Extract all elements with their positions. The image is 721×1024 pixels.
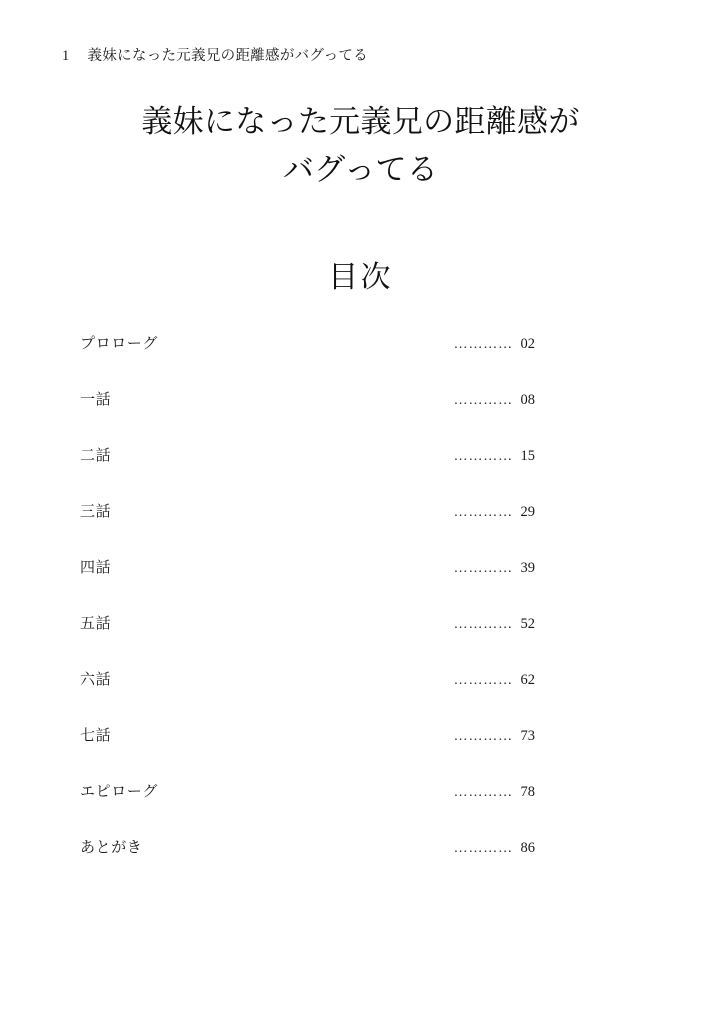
toc-entry-page-number: 08 (520, 392, 535, 408)
book-title (0, 98, 721, 194)
toc-entry-label: 七話 (80, 728, 112, 744)
toc-entry-label: 三話 (80, 504, 112, 520)
toc-entry-label: 二話 (80, 448, 112, 464)
toc-entry[interactable] (80, 724, 535, 780)
page-folio-number: 1 (62, 48, 70, 64)
toc-entry-leader: ………… (453, 561, 513, 576)
toc-entry[interactable] (80, 836, 535, 892)
toc-entry[interactable] (80, 556, 535, 612)
toc-entry-label: 一話 (80, 392, 112, 408)
toc-entry-page-number: 73 (520, 728, 535, 744)
book-title-line-2: バグってる (282, 152, 439, 188)
toc-entry-label: 五話 (80, 616, 112, 632)
toc-entry-label: プロローグ (80, 336, 159, 352)
toc-entry-label: 六話 (80, 672, 112, 688)
toc-entry[interactable] (80, 332, 535, 388)
toc-entry-label: あとがき (80, 840, 143, 856)
toc-entry-leader: ………… (453, 785, 513, 800)
toc-entry-leader: ………… (453, 841, 513, 856)
toc-entry-leader: ………… (453, 617, 513, 632)
toc-entry-page-number: 52 (520, 616, 535, 632)
book-title-line-1: 義妹になった元義兄の距離感が (141, 104, 580, 139)
toc-entry-page-number: 29 (520, 504, 535, 520)
toc-entry-leader: ………… (453, 729, 513, 744)
toc-entry-label: 四話 (80, 560, 112, 576)
toc-entry-page-number: 15 (520, 448, 535, 464)
toc-entry[interactable] (80, 444, 535, 500)
toc-entry[interactable] (80, 500, 535, 556)
table-of-contents-heading: 目次 (328, 261, 393, 294)
table-of-contents-list (80, 332, 535, 892)
toc-entry-page-number: 86 (520, 840, 535, 856)
toc-entry-page-number: 02 (520, 336, 535, 352)
toc-entry-leader: ………… (453, 337, 513, 352)
running-header-title: 義妹になった元義兄の距離感がバグってる (87, 48, 368, 64)
toc-entry[interactable] (80, 612, 535, 668)
toc-entry-leader: ………… (453, 393, 513, 408)
toc-entry-page-number: 62 (520, 672, 535, 688)
running-header (62, 44, 368, 65)
toc-entry-leader: ………… (453, 505, 513, 520)
toc-entry[interactable] (80, 668, 535, 724)
toc-entry-leader: ………… (453, 673, 513, 688)
toc-entry-page-number: 39 (520, 560, 535, 576)
toc-entry-leader: ………… (453, 449, 513, 464)
toc-entry-label: エピローグ (80, 784, 159, 800)
toc-entry-page-number: 78 (520, 784, 535, 800)
toc-entry[interactable] (80, 780, 535, 836)
toc-entry[interactable] (80, 388, 535, 444)
